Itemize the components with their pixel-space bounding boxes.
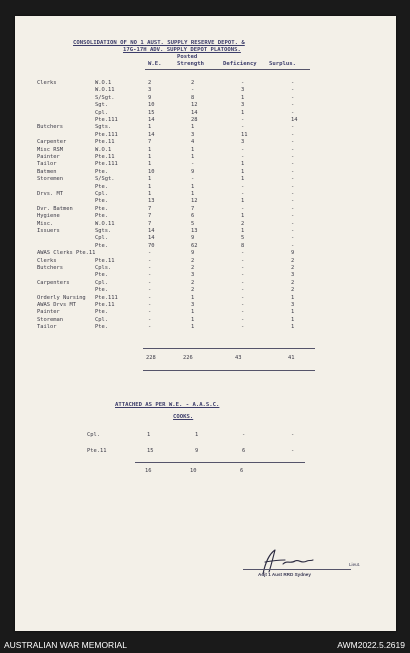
cell-trade: Tailor	[37, 324, 57, 331]
cooks-cell-strength: 1	[195, 432, 199, 438]
cell-we: 70	[148, 242, 155, 249]
cell-strength: 9	[191, 235, 195, 242]
cell-trade: Carpenter	[37, 139, 67, 146]
cooks-total-we: 16	[145, 468, 152, 474]
header-we: W.E.	[148, 61, 162, 67]
cell-rank: Sgts.	[95, 228, 112, 234]
cell-we: 7	[148, 213, 152, 220]
attached-title: ATTACHED AS PER W.E. - A.A.S.C.	[115, 402, 220, 408]
cell-deficiency: -	[241, 183, 245, 190]
cell-surplus: 1	[291, 316, 295, 323]
cell-surplus: -	[291, 146, 295, 153]
cell-rank: Pte.111	[95, 161, 118, 168]
cell-surplus: -	[291, 94, 295, 101]
cell-trade: Clerks	[37, 257, 57, 264]
cell-we: 15	[148, 109, 155, 116]
cell-surplus: -	[291, 124, 295, 131]
cooks-cell-strength: 9	[195, 448, 199, 454]
cooks-cell-deficiency: -	[242, 432, 246, 438]
cell-rank: Pte.111	[95, 294, 118, 301]
cell-deficiency: -	[241, 146, 245, 153]
cell-strength: 1	[191, 309, 195, 316]
cell-we: 3	[148, 87, 152, 94]
cell-deficiency: 1	[241, 168, 245, 175]
cell-surplus: -	[291, 87, 295, 94]
header-underline	[145, 69, 310, 70]
cooks-title: COOKS.	[173, 414, 194, 420]
cell-trade: Batmen	[37, 168, 57, 175]
cell-deficiency: -	[241, 294, 245, 301]
cell-deficiency: -	[241, 309, 245, 316]
cell-rank: Sgt.	[95, 102, 108, 109]
cell-surplus: -	[291, 191, 295, 197]
cell-strength: -	[191, 87, 195, 94]
cell-we: -	[148, 257, 152, 264]
cell-strength: 2	[191, 257, 195, 264]
cell-rank: Pte.11	[95, 302, 115, 308]
cell-strength: 2	[191, 265, 195, 271]
cell-strength: 28	[191, 117, 198, 123]
cell-surplus: -	[291, 205, 295, 212]
cell-surplus: 2	[291, 279, 295, 286]
cell-we: 1	[148, 183, 152, 190]
cell-we: -	[148, 294, 152, 301]
header-strength: Strength	[177, 61, 204, 67]
cell-strength: -	[191, 161, 195, 168]
cell-surplus: -	[291, 242, 295, 249]
total-surplus: 41	[288, 355, 295, 361]
cell-surplus: -	[291, 228, 295, 234]
cell-we: 1	[148, 124, 152, 131]
cooks-cell-we: 1	[147, 432, 151, 438]
cell-surplus: -	[291, 161, 295, 168]
cell-we: 1	[148, 161, 152, 168]
cell-surplus: -	[291, 168, 295, 175]
cell-trade: Butchers	[37, 265, 63, 271]
cell-trade: Misc.	[37, 220, 54, 227]
cell-rank: Pte.	[95, 168, 108, 175]
cell-we: -	[148, 316, 152, 323]
cell-we: 14	[148, 235, 155, 242]
cell-surplus: -	[291, 235, 295, 242]
cooks-cell-surplus: -	[291, 432, 295, 438]
cell-rank: Pte.	[95, 183, 108, 190]
cell-strength: 1	[191, 183, 195, 190]
cell-strength: 9	[191, 250, 195, 257]
cell-rank: Pte.111	[95, 117, 118, 123]
cell-rank: Cpl.	[95, 235, 108, 242]
cell-deficiency: 2	[241, 220, 245, 227]
cell-strength: 1	[191, 324, 195, 331]
cell-trade: Storeman	[37, 316, 63, 323]
cell-rank: Cpl.	[95, 191, 108, 197]
cell-surplus: 14	[291, 117, 298, 123]
cell-deficiency: -	[241, 316, 245, 323]
cell-we: -	[148, 287, 152, 294]
cell-surplus: -	[291, 131, 295, 138]
cell-we: 1	[148, 154, 152, 160]
cell-trade: Orderly Nursing	[37, 294, 86, 301]
cell-rank: Pte.111	[95, 131, 118, 138]
cell-surplus: -	[291, 80, 295, 86]
cell-trade: Issuers	[37, 228, 60, 234]
cooks-cell-we: 15	[147, 448, 154, 454]
cell-rank: Pte.	[95, 242, 108, 249]
cell-rank: Cpls.	[95, 265, 112, 271]
cell-deficiency: 3	[241, 87, 245, 94]
cell-strength: 3	[191, 302, 195, 308]
cooks-cell-rank: Cpl.	[87, 432, 100, 438]
header-posted: Posted	[177, 54, 198, 60]
cell-strength: 8	[191, 94, 195, 101]
cell-strength: 4	[191, 139, 195, 146]
total-strength: 226	[183, 355, 193, 361]
cell-we: -	[148, 272, 152, 279]
cell-strength: 12	[191, 102, 198, 109]
cell-deficiency: 3	[241, 139, 245, 146]
cell-deficiency: -	[241, 287, 245, 294]
cell-deficiency: 1	[241, 109, 245, 116]
cell-trade: AWAS Clerks Pte.11	[37, 250, 96, 257]
cell-strength: 2	[191, 287, 195, 294]
cooks-total-deficiency: 6	[240, 468, 244, 474]
cell-rank: Cpl.	[95, 109, 108, 116]
cell-deficiency: 1	[241, 213, 245, 220]
cell-trade: Hygiene	[37, 213, 60, 220]
header-surplus: Surplus.	[269, 61, 296, 67]
cell-surplus: 1	[291, 309, 295, 316]
document-page	[15, 16, 396, 631]
cell-strength: 3	[191, 131, 195, 138]
cell-we: 14	[148, 117, 155, 123]
cell-surplus: 1	[291, 294, 295, 301]
document-title-line2: 17G-17H ADV. SUPPLY DEPOT PLATOONS.	[123, 47, 241, 53]
cell-surplus: -	[291, 183, 295, 190]
cell-strength: 1	[191, 294, 195, 301]
cell-strength: 5	[191, 220, 195, 227]
cell-rank: Cpl.	[95, 279, 108, 286]
cell-deficiency: 3	[241, 102, 245, 109]
cell-deficiency: 1	[241, 198, 245, 205]
cell-deficiency: 1	[241, 228, 245, 234]
cell-we: 10	[148, 102, 155, 109]
cell-we: 13	[148, 198, 155, 205]
cell-rank: W.O.11	[95, 220, 115, 227]
cell-trade: Painter	[37, 309, 60, 316]
cell-strength: 1	[191, 124, 195, 131]
signature-line	[243, 569, 351, 570]
cell-strength: 13	[191, 228, 198, 234]
cell-surplus: -	[291, 102, 295, 109]
cell-surplus: 3	[291, 272, 295, 279]
cell-trade: Painter	[37, 154, 60, 160]
cell-deficiency: -	[241, 279, 245, 286]
cell-rank: Pte.11	[95, 139, 115, 146]
cell-deficiency: -	[241, 154, 245, 160]
cell-rank: Pte.11	[95, 257, 115, 264]
cell-rank: Pte.	[95, 272, 108, 279]
cell-we: 14	[148, 131, 155, 138]
cell-strength: 14	[191, 109, 198, 116]
archive-footer	[0, 637, 410, 653]
cell-deficiency: -	[241, 272, 245, 279]
cooks-totals-rule	[135, 462, 305, 463]
cell-strength: 1	[191, 191, 195, 197]
document-title-line1: CONSOLIDATION OF NO 1 AUST. SUPPLY RESERVE DEPOT. &	[73, 40, 245, 46]
cell-we: 7	[148, 139, 152, 146]
cell-deficiency: 5	[241, 235, 245, 242]
cell-trade: AWAS Drvs MT	[37, 302, 76, 308]
cell-we: 7	[148, 220, 152, 227]
cell-trade: Misc RSM	[37, 146, 63, 153]
cooks-cell-surplus: -	[291, 448, 295, 454]
cell-deficiency: -	[241, 191, 245, 197]
cell-strength: 1	[191, 146, 195, 153]
cell-strength: 62	[191, 242, 198, 249]
cell-surplus: -	[291, 176, 295, 183]
cell-we: 2	[148, 80, 152, 86]
cell-strength: 2	[191, 80, 195, 86]
cell-rank: W.O.11	[95, 87, 115, 94]
cell-we: -	[148, 324, 152, 331]
cell-we: 14	[148, 228, 155, 234]
cell-strength: 12	[191, 198, 198, 205]
cell-deficiency: -	[241, 117, 245, 123]
cell-surplus: 2	[291, 287, 295, 294]
cell-rank: W.O.1	[95, 80, 112, 86]
footer-institution: AUSTRALIAN WAR MEMORIAL	[4, 640, 127, 650]
cell-deficiency: 1	[241, 94, 245, 101]
cell-rank: Pte.	[95, 198, 108, 205]
cell-we: 9	[148, 94, 152, 101]
cell-we: 1	[148, 191, 152, 197]
cell-rank: Sgts.	[95, 124, 112, 131]
cell-we: -	[148, 279, 152, 286]
cell-deficiency: -	[241, 324, 245, 331]
cell-we: 10	[148, 168, 155, 175]
cell-deficiency: -	[241, 302, 245, 308]
cell-surplus: 3	[291, 302, 295, 308]
cell-surplus: -	[291, 220, 295, 227]
cell-surplus: 2	[291, 265, 295, 271]
cooks-total-strength: 10	[190, 468, 197, 474]
cell-trade: Tailor	[37, 161, 57, 168]
signature-unit: Adjt 1 Aust RRD Sydney	[258, 572, 311, 577]
totals-rule-bottom	[143, 370, 315, 371]
cell-deficiency: 1	[241, 161, 245, 168]
cell-rank: Pte.11	[95, 154, 115, 160]
cell-surplus: -	[291, 109, 295, 116]
cell-deficiency: -	[241, 257, 245, 264]
cell-deficiency: -	[241, 205, 245, 212]
footer-accession-number: AWM2022.5.2619	[337, 640, 405, 650]
header-deficiency: Deficiency	[223, 61, 257, 67]
cell-strength: 1	[191, 316, 195, 323]
cell-trade: Drvs. MT	[37, 191, 63, 197]
cell-we: 1	[148, 146, 152, 153]
cell-deficiency: -	[241, 265, 245, 271]
cell-we: 7	[148, 205, 152, 212]
signature-rank: Lieut.	[349, 562, 361, 567]
cell-surplus: -	[291, 213, 295, 220]
cell-we: -	[148, 265, 152, 271]
cell-rank: Pte.	[95, 205, 108, 212]
cell-surplus: -	[291, 139, 295, 146]
cell-strength: 2	[191, 279, 195, 286]
cell-we: -	[148, 250, 152, 257]
cell-deficiency: 11	[241, 131, 248, 138]
cell-we: -	[148, 302, 152, 308]
cell-strength: 1	[191, 154, 195, 160]
cell-trade: Butchers	[37, 124, 63, 131]
totals-rule-top	[143, 348, 315, 349]
cell-trade: Storemen	[37, 176, 63, 183]
cell-strength: 7	[191, 205, 195, 212]
total-we: 228	[146, 355, 156, 361]
cell-deficiency: 8	[241, 242, 245, 249]
cooks-cell-deficiency: 6	[242, 448, 246, 454]
cell-deficiency: -	[241, 124, 245, 131]
cell-surplus: 1	[291, 324, 295, 331]
cell-we: -	[148, 309, 152, 316]
cell-surplus: 2	[291, 257, 295, 264]
cell-we: 1	[148, 176, 152, 183]
cell-trade: Dvr. Batmen	[37, 205, 73, 212]
cell-rank: Pte.	[95, 287, 108, 294]
cell-surplus: -	[291, 198, 295, 205]
cell-rank: S/Sgt.	[95, 176, 115, 183]
total-deficiency: 43	[235, 355, 242, 361]
cell-trade: Clerks	[37, 80, 57, 86]
cell-rank: Pte.	[95, 309, 108, 316]
cell-strength: 9	[191, 168, 195, 175]
cell-rank: W.O.1	[95, 146, 112, 153]
cell-rank: S/Sgt.	[95, 94, 115, 101]
cell-deficiency: -	[241, 250, 245, 257]
cell-rank: Pte.	[95, 324, 108, 331]
cell-rank: Cpl.	[95, 316, 108, 323]
cell-rank: Pte.	[95, 213, 108, 220]
cell-trade: Carpenters	[37, 279, 70, 286]
cell-surplus: 9	[291, 250, 295, 257]
cell-strength: 3	[191, 272, 195, 279]
cooks-cell-rank: Pte.11	[87, 448, 107, 454]
cell-strength: -	[191, 176, 195, 183]
cell-deficiency: 1	[241, 176, 245, 183]
cell-deficiency: -	[241, 80, 245, 86]
cell-strength: 6	[191, 213, 195, 220]
cell-surplus: -	[291, 154, 295, 160]
